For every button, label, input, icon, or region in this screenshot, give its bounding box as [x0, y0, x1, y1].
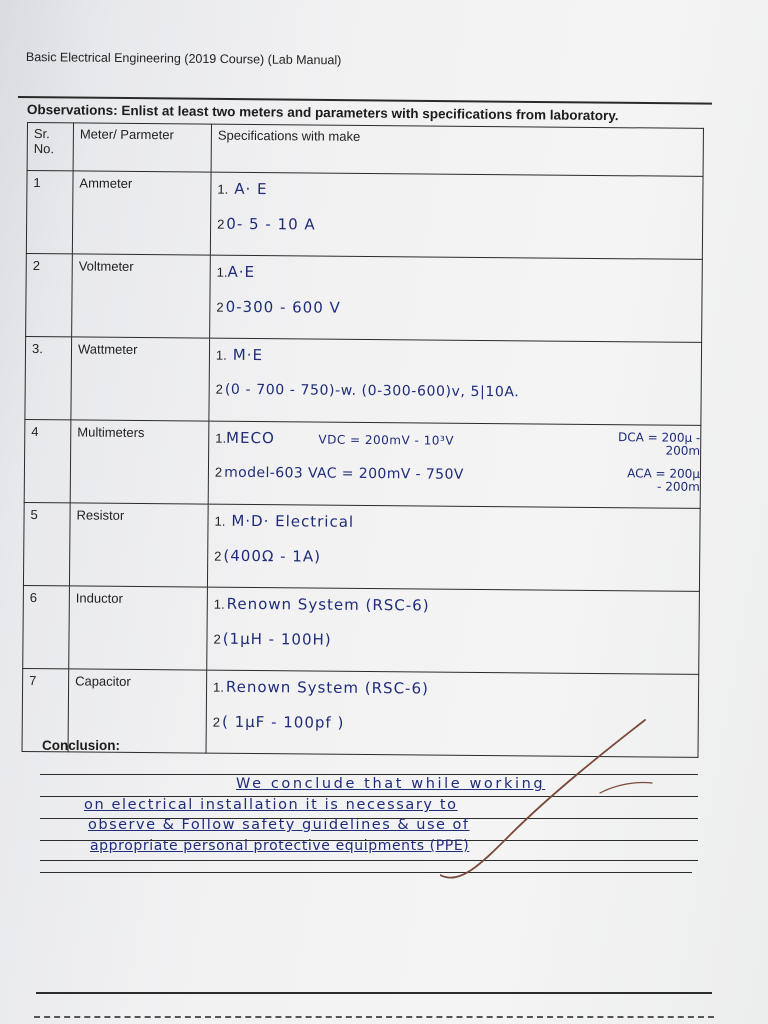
row-meter: Multimeters	[70, 420, 209, 504]
spec-dc-current-range: DCA = 200μ - 200m	[618, 430, 701, 458]
observations-table	[22, 122, 704, 758]
spec-make: M·E	[232, 345, 264, 365]
conclusion-line: appropriate personal protective equipments (PPE)	[90, 838, 470, 854]
row-meter: Wattmeter	[71, 337, 210, 421]
observations-table-wrapper	[22, 122, 703, 740]
conclusion-line: on electrical installation it is necessary to	[84, 797, 458, 813]
row-spec	[207, 587, 700, 674]
conclusion-line: We conclude that while working	[236, 776, 546, 792]
spec-make: Renown System (RSC-6)	[225, 677, 429, 698]
spec-number: 1.	[217, 181, 229, 197]
row-sr: 7	[22, 668, 69, 751]
row-meter: Voltmeter	[72, 254, 211, 338]
spec-number: 2	[213, 631, 221, 647]
spec-range: (1μH - 100H)	[222, 629, 332, 649]
row-spec	[210, 255, 703, 342]
spec-number: 2	[214, 464, 223, 480]
spec-number: 1.	[213, 679, 224, 695]
spec-range: ( 1μF - 100pf )	[221, 712, 345, 732]
spec-make: A· E	[234, 179, 268, 199]
spec-ac-current-range: ACA = 200μ - 200m	[627, 466, 701, 494]
table-row	[25, 336, 702, 425]
page-footer-dashes	[34, 1016, 714, 1018]
row-sr: 4	[24, 419, 71, 502]
header-specifications: Specifications with make	[211, 124, 703, 176]
spec-make: M·D· Electrical	[231, 511, 355, 531]
conclusion-line: observe & Follow safety guidelines & use of	[88, 817, 470, 833]
spec-number: 2	[214, 548, 222, 564]
table-row	[26, 253, 703, 342]
table-row	[23, 585, 700, 674]
row-meter: Capacitor	[68, 669, 207, 753]
row-meter: Ammeter	[72, 171, 211, 255]
bottom-rule	[36, 992, 712, 994]
row-spec	[207, 504, 700, 591]
row-spec	[210, 172, 703, 259]
spec-model: model-603 VAC = 200mV - 750V	[224, 464, 464, 483]
row-spec	[208, 421, 701, 508]
spec-range: (0 - 700 - 750)-w. (0-300-600)v, 5|10A.	[224, 381, 520, 401]
checkmark-icon	[440, 715, 670, 885]
row-meter: Inductor	[69, 586, 208, 670]
spec-dc-voltage-range: VDC = 200mV - 10³V	[318, 432, 455, 448]
spec-number: 1.	[215, 347, 227, 363]
header-meter: Meter/ Parmeter	[73, 123, 211, 172]
page-header: Basic Electrical Engineering (2019 Course) (Lab Manual)	[25, 50, 342, 68]
table-header-row	[27, 123, 703, 177]
table-row	[26, 171, 703, 260]
row-spec	[209, 338, 702, 425]
conclusion-label: Conclusion:	[42, 738, 120, 753]
spec-number: 2	[217, 216, 225, 232]
spec-number: 2	[212, 714, 221, 730]
row-sr: 5	[23, 502, 70, 585]
spec-make: A·E	[227, 262, 256, 281]
spec-number: 1.	[216, 264, 228, 280]
spec-number: 2	[215, 381, 223, 397]
observations-title: Observations: Enlist at least two meters and parameters with specifications from laboratory.	[26, 102, 619, 124]
spec-number: 2	[216, 299, 224, 315]
table-row	[23, 502, 700, 591]
table-row	[24, 419, 701, 508]
spec-number: 1.	[213, 596, 225, 612]
row-sr: 6	[23, 585, 70, 668]
spec-number: 1.	[215, 430, 227, 446]
spec-make: Renown System (RSC-6)	[226, 594, 430, 615]
header-sr-no: Sr. No.	[27, 123, 73, 171]
row-meter: Resistor	[69, 503, 208, 587]
row-sr: 1	[26, 171, 73, 254]
spec-range: (400Ω - 1A)	[223, 546, 322, 566]
spec-range: 0- 5 - 10 A	[226, 214, 316, 234]
row-sr: 2	[26, 253, 73, 336]
spec-range: 0-300 - 600 V	[225, 297, 341, 317]
row-sr: 3.	[25, 336, 72, 419]
spec-number: 1.	[214, 513, 226, 529]
spec-make: MECO	[226, 428, 275, 448]
